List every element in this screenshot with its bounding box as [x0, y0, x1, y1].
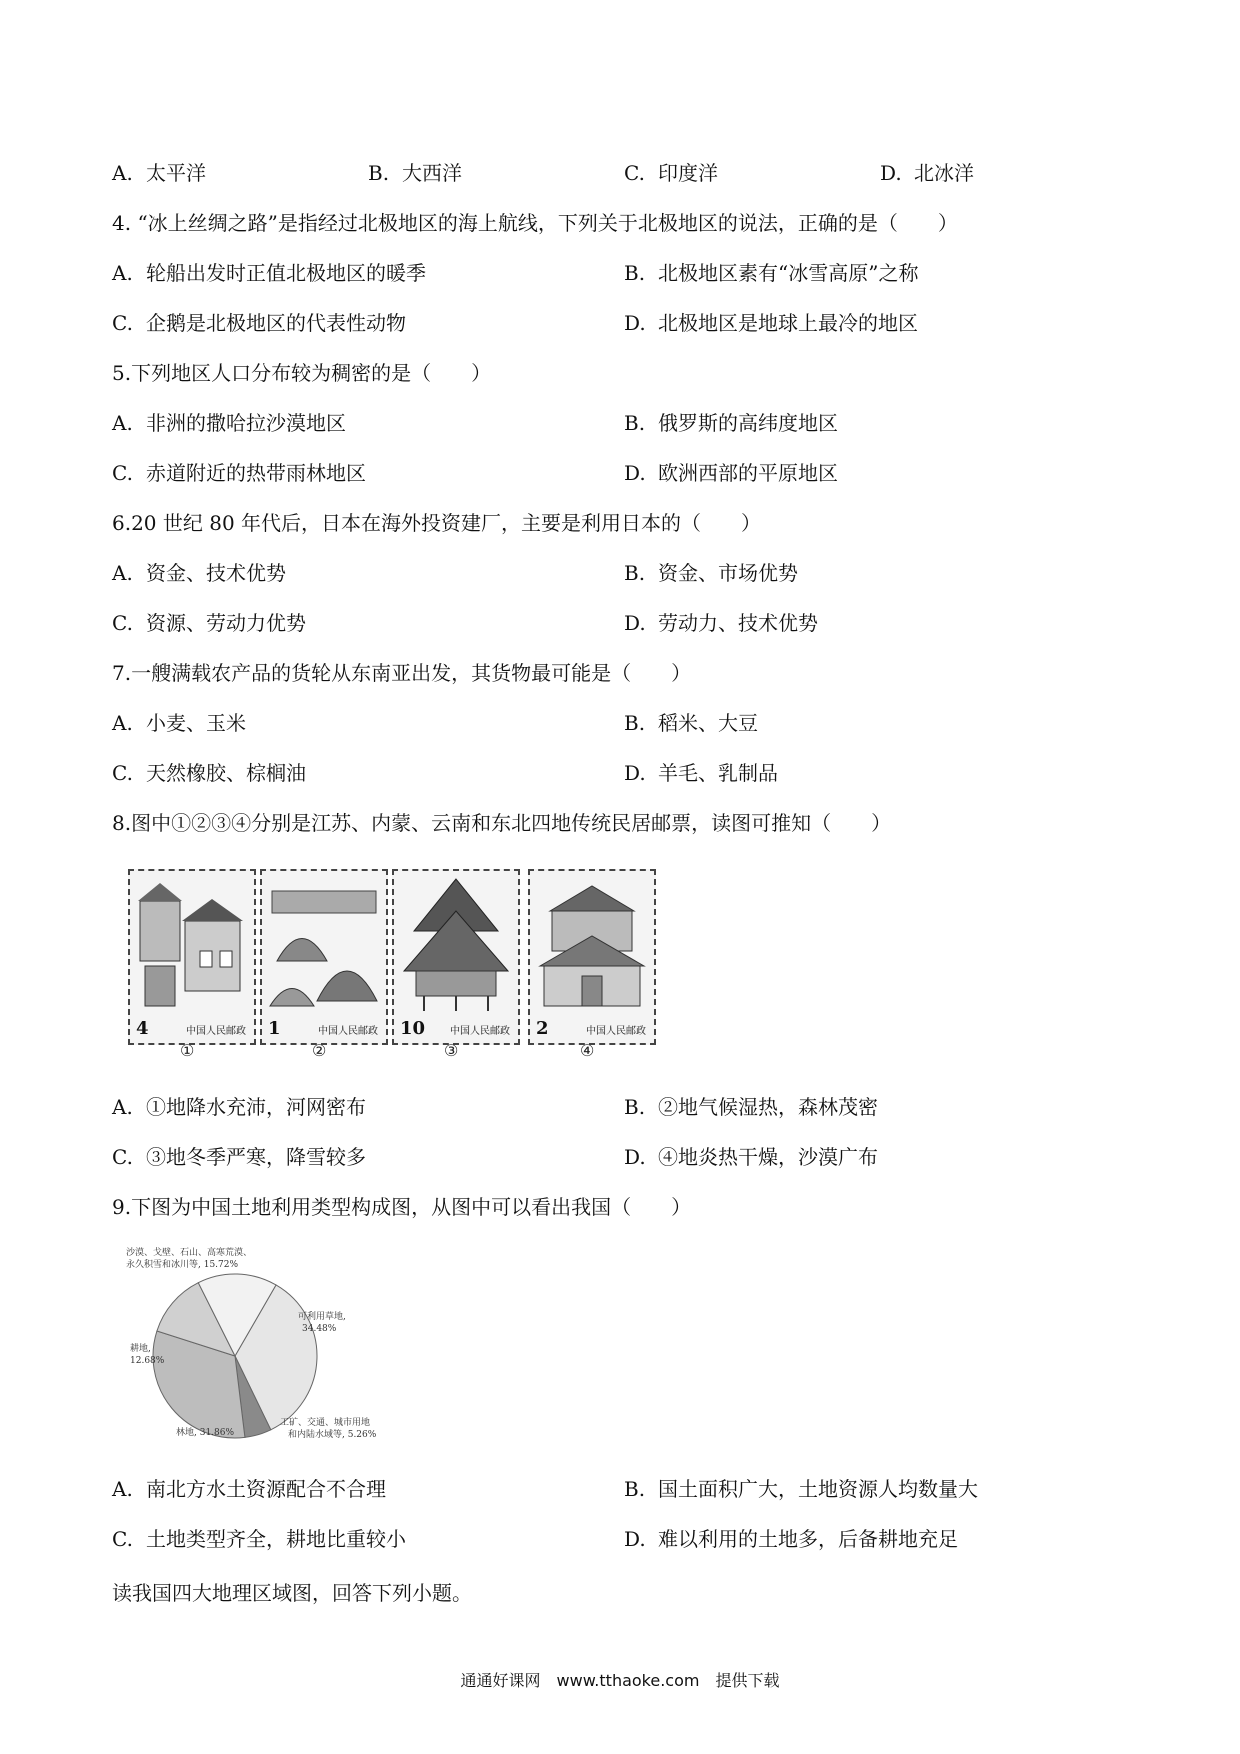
q9-option-b: B. 国土面积广大，土地资源人均数量大 — [624, 1477, 978, 1501]
stamp-2-number: ② — [312, 1041, 327, 1060]
q5-option-c: C. 赤道附近的热带雨林地区 — [112, 461, 366, 485]
pie-label-grass-1: 可利用草地, — [298, 1312, 346, 1322]
stamp-4-illustration — [530, 871, 654, 1043]
q7-option-d: D. 羊毛、乳制品 — [624, 761, 778, 785]
q7-option-c: C. 天然橡胶、棕榈油 — [112, 761, 306, 785]
stamp-3-post: 中国人民邮政 — [450, 1026, 510, 1037]
q8-option-b: B. ②地气候湿热，森林茂密 — [624, 1095, 878, 1119]
pie-label-forest: 林地, 31.86% — [176, 1428, 235, 1438]
q8-option-c: C. ③地冬季严寒，降雪较多 — [112, 1145, 366, 1169]
stamp-1-illustration — [130, 871, 254, 1043]
stamp-1-value: 4 — [136, 1018, 149, 1039]
q3-option-d: D. 北冰洋 — [880, 161, 974, 185]
q3-option-b: B. 大西洋 — [368, 161, 462, 185]
q4-option-c: C. 企鹅是北极地区的代表性动物 — [112, 311, 406, 335]
q6-option-c: C. 资源、劳动力优势 — [112, 611, 306, 635]
stamp-1-number: ① — [180, 1041, 195, 1060]
q7-stem: 7.一艘满载农产品的货轮从东南亚出发，其货物最可能是（ ） — [112, 661, 692, 685]
stamp-2-post: 中国人民邮政 — [318, 1026, 378, 1037]
q4-option-d: D. 北极地区是地球上最冷的地区 — [624, 311, 918, 335]
stamp-4-number: ④ — [580, 1041, 595, 1060]
q6-option-a: A. 资金、技术优势 — [112, 561, 286, 585]
closing-instruction: 读我国四大地理区域图，回答下列小题。 — [112, 1581, 472, 1605]
pie-label-grass-2: 34.48% — [302, 1324, 337, 1334]
q6-option-d: D. 劳动力、技术优势 — [624, 611, 818, 635]
q9-option-a: A. 南北方水土资源配合不合理 — [112, 1477, 386, 1501]
pie-label-desert-1: 沙漠、戈壁、石山、高寒荒漠、 — [126, 1248, 253, 1258]
q8-stem: 8.图中①②③④分别是江苏、内蒙、云南和东北四地传统民居邮票，读图可推知（ ） — [112, 811, 892, 835]
q5-stem: 5.下列地区人口分布较为稠密的是（ ） — [112, 361, 492, 385]
pie-label-desert-2: 永久积雪和冰川等, 15.72% — [126, 1260, 239, 1270]
q9-stem: 9.下图为中国土地利用类型构成图，从图中可以看出我国（ ） — [112, 1195, 692, 1219]
pie-label-farm-1: 耕地, — [130, 1344, 151, 1354]
q4-option-b: B. 北极地区素有“冰雪高原”之称 — [624, 261, 919, 285]
q8-option-a: A. ①地降水充沛，河网密布 — [112, 1095, 366, 1119]
pie-label-urban-2: 和内陆水域等, 5.26% — [288, 1430, 377, 1440]
stamp-3-value: 10 — [400, 1018, 426, 1039]
q7-option-a: A. 小麦、玉米 — [112, 711, 246, 735]
q4-option-a: A. 轮船出发时正值北极地区的暖季 — [112, 261, 426, 285]
q3-option-c: C. 印度洋 — [624, 161, 718, 185]
pie-label-urban-1: 工矿、交通、城市用地 — [280, 1418, 371, 1428]
q8-option-d: D. ④地炎热干燥，沙漠广布 — [624, 1145, 878, 1169]
stamps-figure — [122, 855, 674, 1067]
stamp-4-post: 中国人民邮政 — [586, 1026, 646, 1037]
stamp-1-post: 中国人民邮政 — [186, 1026, 246, 1037]
q6-option-b: B. 资金、市场优势 — [624, 561, 798, 585]
q5-option-b: B. 俄罗斯的高纬度地区 — [624, 411, 838, 435]
stamp-2-illustration — [262, 871, 386, 1043]
q3-option-a: A. 太平洋 — [112, 161, 206, 185]
q5-option-d: D. 欧洲西部的平原地区 — [624, 461, 838, 485]
q9-option-c: C. 土地类型齐全，耕地比重较小 — [112, 1527, 406, 1551]
page-footer: 通通好课网 www.tthaoke.com 提供下载 — [460, 1671, 780, 1690]
stamp-4-value: 2 — [536, 1018, 549, 1039]
stamp-1 — [128, 869, 256, 1045]
stamp-2-value: 1 — [268, 1018, 281, 1039]
q5-option-a: A. 非洲的撒哈拉沙漠地区 — [112, 411, 346, 435]
q4-stem: 4. “冰上丝绸之路”是指经过北极地区的海上航线，下列关于北极地区的说法，正确的是（ ） — [112, 211, 958, 235]
q6-stem: 6.20 世纪 80 年代后，日本在海外投资建厂，主要是利用日本的（ ） — [112, 511, 762, 535]
stamp-4 — [528, 869, 656, 1045]
stamp-3 — [392, 869, 520, 1045]
pie-label-farm-2: 12.68% — [130, 1356, 165, 1366]
land-use-pie-chart — [110, 1248, 390, 1458]
stamp-3-number: ③ — [444, 1041, 459, 1060]
q9-option-d: D. 难以利用的土地多，后备耕地充足 — [624, 1527, 958, 1551]
q7-option-b: B. 稻米、大豆 — [624, 711, 758, 735]
stamp-2 — [260, 869, 388, 1045]
